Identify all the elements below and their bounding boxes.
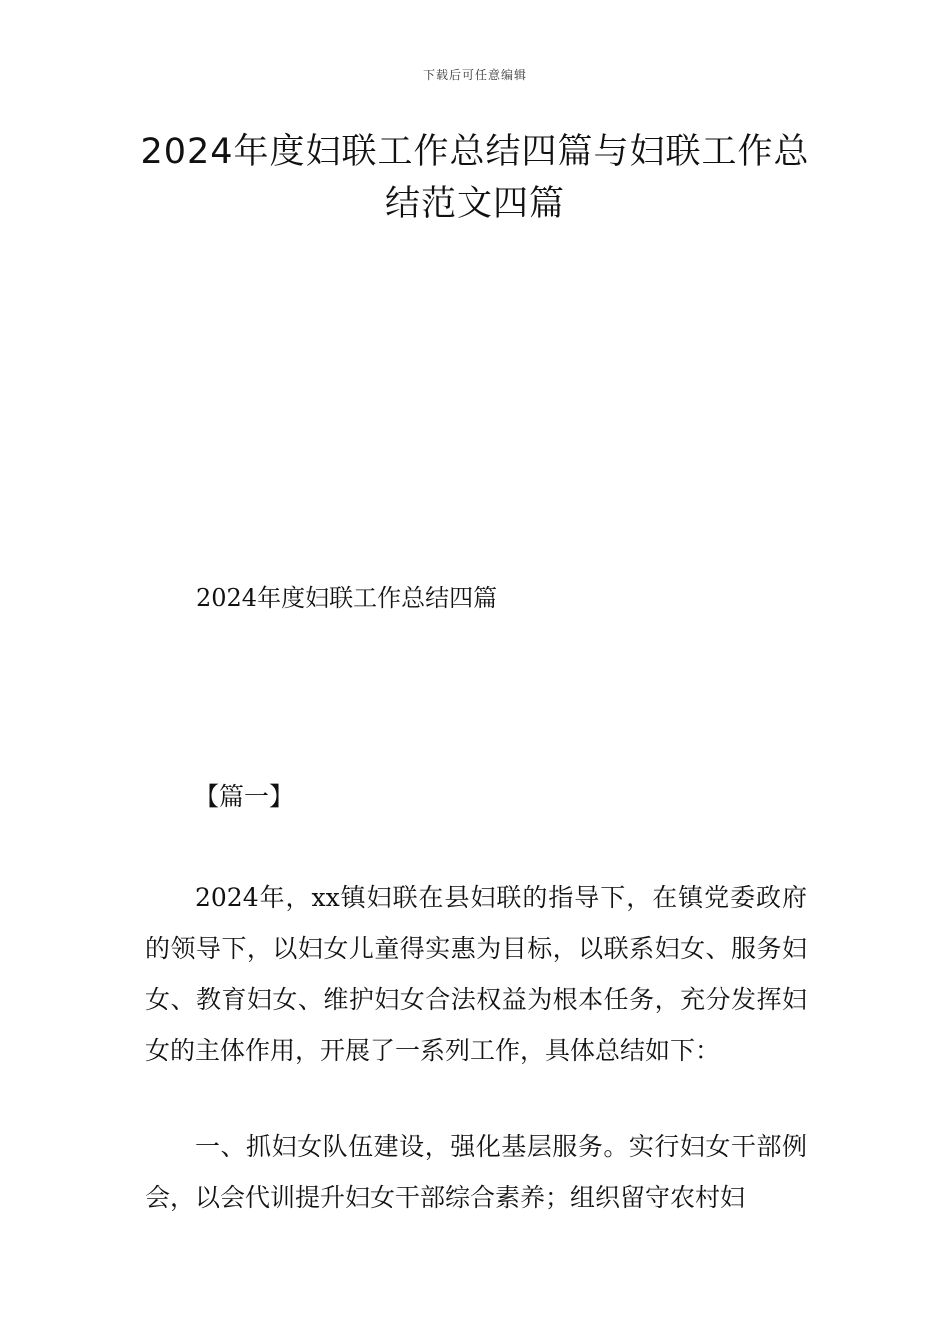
document-subtitle: 2024年度妇联工作总结四篇 [196,584,498,612]
body-paragraph: 一、抓妇女队伍建设，强化基层服务。实行妇女干部例会，以会代训提升妇女干部综合素养；组织留守农村妇 [145,1132,807,1212]
body-paragraph: 2024年，xx镇妇联在县妇联的指导下，在镇党委政府的领导下，以妇女儿童得实惠为目标，以联系妇女、服务妇女、教育妇女、维护妇女合法权益为根本任务，充分发挥妇女的主体作用，开展了一系列工作，具体总结如下： [145,883,807,1065]
section-label: 【篇一】 [194,782,295,811]
header-note: 下载后可任意编辑 [422,68,527,82]
document-title: 2024年度妇联工作总结四篇与妇联工作总结范文四篇 [140,132,810,224]
